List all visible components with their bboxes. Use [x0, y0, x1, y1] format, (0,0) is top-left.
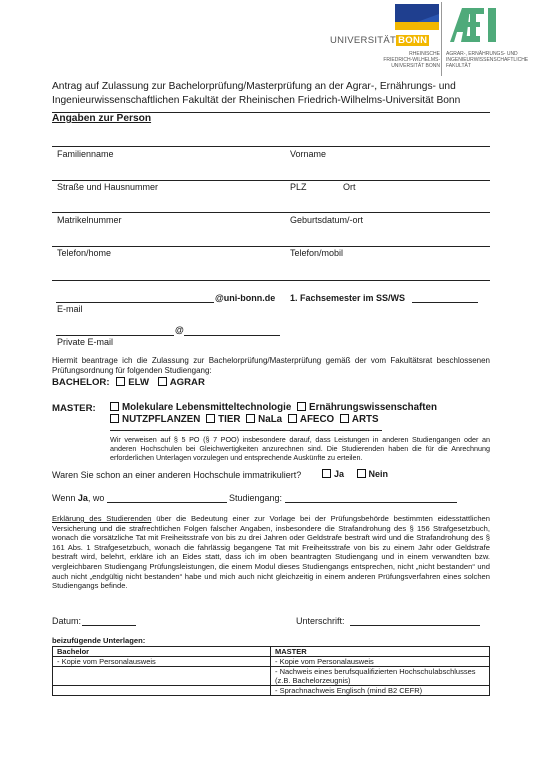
field-line[interactable] — [52, 280, 490, 281]
wenn-ja-row — [52, 493, 104, 504]
table-cell: - Sprachnachweis Englisch (mind B2 CEFR) — [271, 686, 490, 696]
section-title: Angaben zur Person — [52, 113, 152, 124]
table-cell: - Kopie vom Personalausweis — [53, 657, 271, 667]
master-row-1 — [110, 402, 437, 413]
other-uni-row — [52, 470, 301, 481]
wo-label: , wo — [87, 493, 105, 503]
other-uni-question: Waren Sie schon an einer anderen Hochschule immatrikuliert? — [52, 470, 302, 480]
option-molekulare: Molekulare Lebensmitteltechnologie — [122, 402, 292, 413]
datum-input-line[interactable] — [82, 625, 136, 626]
aei-logo-graphic — [446, 4, 504, 44]
attachments-table — [52, 646, 490, 696]
table-header-row — [53, 647, 490, 657]
field-line[interactable] — [52, 146, 490, 147]
semester-input-line[interactable] — [412, 302, 478, 303]
label-private-email: Private E-mail — [57, 337, 114, 347]
label-strasse: Straße und Hausnummer — [57, 182, 159, 192]
checkbox-agrar[interactable] — [158, 377, 167, 386]
attachments-title: beizufügende Unterlagen: — [52, 636, 146, 645]
checkbox-nutzpflanzen[interactable] — [110, 414, 119, 423]
table-row — [53, 686, 490, 696]
logo-divider — [441, 2, 442, 76]
checkbox-nein[interactable] — [357, 469, 366, 478]
checkbox-tier[interactable] — [206, 414, 215, 423]
table-cell — [53, 686, 271, 696]
ja-label: Ja — [77, 493, 88, 503]
label-familienname: Familienname — [57, 149, 114, 159]
label-vorname: Vorname — [290, 149, 327, 159]
label-matrikel: Matrikelnummer — [57, 215, 122, 225]
wenn-label: Wenn — [52, 493, 76, 503]
table-cell: - Kopie vom Personalausweis — [271, 657, 490, 667]
email-input-line[interactable] — [56, 302, 214, 303]
label-email: E-mail — [57, 304, 83, 314]
checkbox-elw[interactable] — [116, 377, 125, 386]
label-telefon-mobil: Telefon/mobil — [290, 248, 344, 258]
uni-sub-line: FRIEDRICH-WILHELMS- — [383, 57, 440, 63]
checkbox-afeco[interactable] — [288, 414, 297, 423]
field-line[interactable] — [52, 180, 490, 181]
checkbox-molekulare[interactable] — [110, 402, 119, 411]
declaration-text: über die Bedeutung einer zur Vorlage bei der Prüfungsbehörde bestimmten eidesstattlichen Versicherung und die strafrechtlichen Folgen falscher Angaben, insbesondere die Strafandrohung des § 156 Strafgesetzbuch, wonach die vorsätzliche Tat mit Freiheitsstrafe von bis zu drei Jahren oder Geldstrafe bestraft wird und die Strafandrohung des § 161 Abs. 1 Strafgesetzbuch, wonach die fahrlässig begangene Tat mit Freiheitsstrafe von bis zu einem Jahr oder Geldstrafe bestraft wird, belehrt, erkläre ich an Eides statt, dass ich im oben beantragten Studiengang und in einem verwandten bzw. vergleichbaren Studiengang Prüfungsleistungen, die einem Modul dieses Studiengangs entsprechen, nicht „nicht bestanden“ und auch nicht „endgültig nicht bestanden“ habe und mich auch nicht gleichzeitig in einem anderen Prüfungsverfahren eines solchen Studiengangs befinde. — [52, 514, 490, 591]
request-text: Hiermit beantrage ich die Zulassung zur Bachelorprüfung/Masterprüfung gemäß der vom Fakultätsrat beschlossenen Prüfungsordnung für folgenden Studiengang: — [52, 356, 490, 375]
declaration-title: Erklärung des Studierenden — [52, 514, 152, 523]
bachelor-row — [52, 377, 205, 388]
unterschrift-label: Unterschrift: — [296, 616, 345, 626]
option-ja: Ja — [334, 469, 345, 479]
bonn-logo-graphic — [395, 4, 439, 30]
checkbox-nala[interactable] — [246, 414, 255, 423]
table-row — [53, 657, 490, 667]
form-title-line-2: Ingenieurwissenschaftlichen Fakultät der Rheinischen Friedrich-Wilhelms-Universität Bonn — [52, 95, 461, 106]
option-nutzpflanzen: NUTZPFLANZEN — [122, 414, 201, 425]
field-line[interactable] — [52, 212, 490, 213]
faculty-sub-line: FAKULTÄT — [446, 63, 471, 69]
faculty-logo — [446, 4, 541, 76]
option-afeco: AFECO — [299, 414, 335, 425]
studiengang-label: Studiengang: — [229, 493, 283, 503]
master-row-2 — [110, 414, 379, 425]
other-uni-options — [322, 469, 388, 480]
option-tier: TIER — [218, 414, 241, 425]
checkbox-ja[interactable] — [322, 469, 331, 478]
header-master: MASTER — [271, 647, 490, 657]
checkbox-ernaehrung[interactable] — [297, 402, 306, 411]
university-bonn-logo — [330, 4, 440, 76]
faculty-sub-line: AGRAR-, ERNÄHRUNGS- UND — [446, 51, 518, 57]
uni-domain: @uni-bonn.de — [215, 293, 276, 303]
option-agrar: AGRAR — [169, 377, 205, 388]
datum-label: Datum: — [52, 616, 82, 626]
uni-sub-line: UNIVERSITÄT BONN — [391, 63, 440, 69]
checkbox-arts[interactable] — [340, 414, 349, 423]
unterschrift-input-line[interactable] — [350, 625, 480, 626]
option-elw: ELW — [128, 377, 150, 388]
label-plz: PLZ — [290, 182, 307, 192]
private-email-line-left[interactable] — [56, 335, 174, 336]
faculty-sub-line: INGENIEURWISSENSCHAFTLICHE — [446, 57, 529, 63]
po-notice: Wir verweisen auf § 5 PO (§ 7 POO) insbesondere darauf, dass Leistungen in anderen Studiengangen oder an anderen Hochschulen bei Gleichwertigkeiten anzurechnen sind. Die Studierenden haben die für die Anrechnung erforderlichen Unterlagen vorzulegen und entsprechende Auskünfte zu erteilen. — [110, 435, 490, 462]
option-arts: ARTS — [351, 414, 379, 425]
master-other-line[interactable] — [110, 430, 382, 431]
at-sign: @ — [175, 325, 184, 335]
form-title-line-1: Antrag auf Zulassung zur Bachelorprüfung/Masterprüfung an der Agrar-, Ernährungs- und — [52, 81, 456, 92]
option-nala: NaLa — [258, 414, 283, 425]
table-row — [53, 667, 490, 686]
master-label: MASTER: — [52, 403, 96, 414]
declaration — [52, 514, 490, 591]
private-email-line-right[interactable] — [184, 335, 280, 336]
label-geburt: Geburtsdatum/-ort — [290, 215, 364, 225]
uni-word: UNIVERSITÄT — [330, 35, 397, 46]
table-cell — [53, 667, 271, 686]
studiengang-input-line[interactable] — [285, 502, 457, 503]
uni-box: BONN — [398, 35, 428, 46]
label-ort: Ort — [343, 182, 356, 192]
wo-input-line[interactable] — [107, 502, 227, 503]
bachelor-label: BACHELOR: — [52, 377, 110, 388]
option-nein: Nein — [368, 469, 389, 479]
option-ernaehrung: Ernährungswissenschaften — [309, 402, 437, 413]
label-semester: 1. Fachsemester im SS/WS — [290, 293, 406, 303]
uni-sub-line: RHEINISCHE — [409, 51, 440, 57]
header-bachelor: Bachelor — [53, 647, 271, 657]
table-cell: - Nachweis eines berufsqualifizierten Hochschulabschlusses (z.B. Bachelorzeugnis) — [271, 667, 490, 686]
field-line[interactable] — [52, 246, 490, 247]
label-telefon-home: Telefon/home — [57, 248, 112, 258]
